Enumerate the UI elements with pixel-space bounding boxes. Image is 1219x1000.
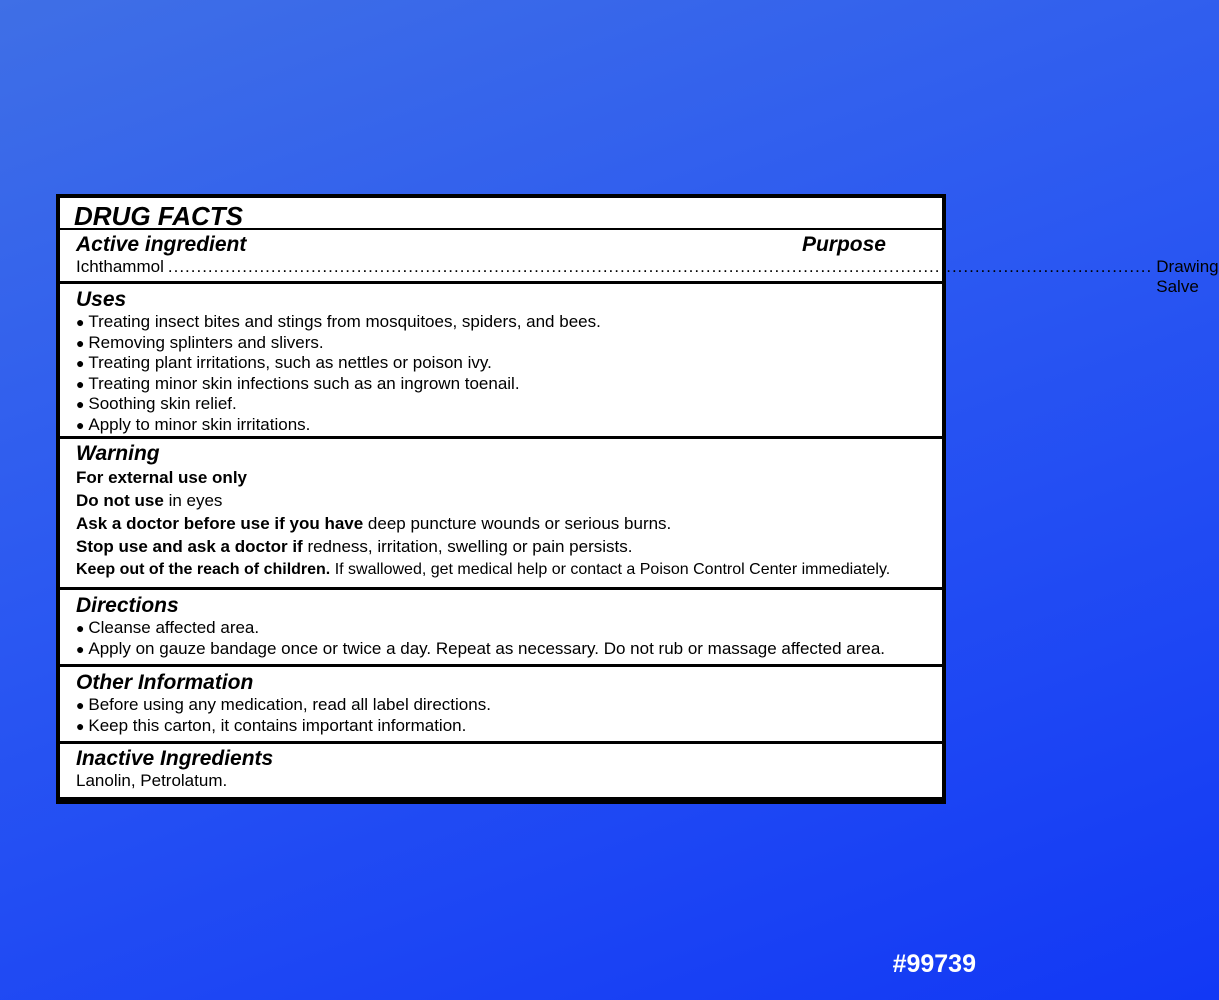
directions-heading: Directions: [76, 594, 179, 617]
other-information-item: ● Before using any medication, read all label directions.: [76, 695, 926, 716]
stop-use-text: redness, irritation, swelling or pain persists.: [302, 537, 633, 556]
ask-doctor-text: deep puncture wounds or serious burns.: [363, 514, 672, 533]
active-ingredient-heading: Active ingredient: [76, 233, 247, 256]
purpose-heading: Purpose: [801, 233, 886, 256]
item-number: #99739: [892, 950, 976, 978]
external-use-warning: For external use only: [76, 468, 247, 487]
uses-item: ● Removing splinters and slivers.: [76, 333, 926, 354]
active-ingredient-section: [60, 230, 1219, 296]
directions-item: ● Cleanse affected area.: [76, 618, 926, 639]
ask-doctor-label: Ask a doctor before use if you have: [76, 514, 364, 533]
directions-item: ● Apply on gauze bandage once or twice a day. Repeat as necessary. Do not rub or massage affected area.: [76, 639, 926, 660]
warning-section: [60, 439, 942, 587]
inactive-ingredients-section: [60, 744, 942, 797]
do-not-use-label: Do not use: [76, 491, 164, 510]
drug-facts-title-section: [60, 198, 942, 230]
warning-heading: Warning: [76, 442, 160, 465]
inactive-ingredients-text: Lanolin, Petrolatum.: [76, 771, 228, 790]
directions-section: [60, 590, 942, 664]
purpose-value: Drawing Salve: [1156, 257, 1219, 296]
uses-item: ● Treating plant irritations, such as nettles or poison ivy.: [76, 353, 926, 374]
uses-item: ● Soothing skin relief.: [76, 394, 926, 415]
uses-section: [60, 284, 942, 436]
drug-facts-panel: [56, 194, 1219, 804]
uses-item: ● Treating insect bites and stings from mosquitoes, spiders, and bees.: [76, 312, 926, 333]
uses-item: ● Apply to minor skin irritations.: [76, 415, 926, 436]
other-information-item: ● Keep this carton, it contains important information.: [76, 716, 926, 737]
keep-out-label: Keep out of the reach of children.: [76, 561, 331, 578]
leader-dots: ............................................................................................................................................................................: [167, 257, 1153, 276]
active-ingredient-name: Ichthammol: [76, 257, 164, 276]
do-not-use-text: in eyes: [163, 491, 223, 510]
other-information-section: [60, 667, 942, 741]
uses-heading: Uses: [76, 288, 127, 311]
other-information-heading: Other Information: [76, 671, 254, 694]
stop-use-label: Stop use and ask a doctor if: [76, 537, 303, 556]
drug-facts-title: DRUG FACTS: [74, 201, 243, 231]
uses-item: ● Treating minor skin infections such as an ingrown toenail.: [76, 374, 926, 395]
inactive-ingredients-heading: Inactive Ingredients: [76, 747, 274, 770]
keep-out-text: If swallowed, get medical help or contact a Poison Control Center immediately.: [330, 561, 891, 578]
